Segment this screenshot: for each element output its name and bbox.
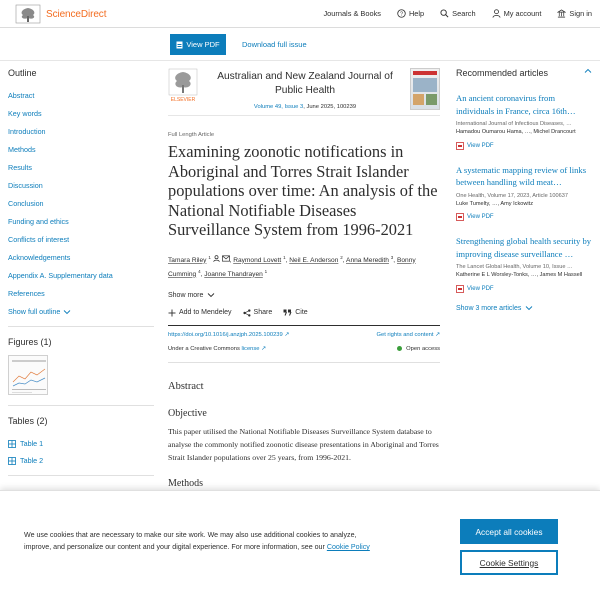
cite-label: Cite: [295, 309, 308, 317]
cookie-message: [24, 529, 384, 553]
author-link[interactable]: Bonny Cumming: [168, 256, 416, 278]
journal-title-link[interactable]: Australian and New Zealand Journal of Public Health: [217, 71, 393, 96]
view-pdf-label: View PDF: [467, 285, 494, 292]
show-more-label: Show more: [168, 291, 204, 299]
open-access-icon: [397, 346, 402, 351]
recommended-view-pdf-link[interactable]: [456, 285, 592, 293]
nav-my-account[interactable]: [492, 9, 542, 18]
cookie-settings-button[interactable]: Cookie Settings: [460, 550, 558, 575]
person-icon: [492, 9, 501, 18]
recommended-authors: Katherine E L Worsley-Tonks, …, James M Hassell: [456, 272, 583, 278]
chevron-down-icon: [525, 305, 533, 311]
pdf-icon: [456, 285, 464, 293]
share-icon: [243, 309, 251, 317]
recommended-meta: The Lancet Global Health, Volume 10, Issue …: [456, 264, 573, 270]
outline-sidebar: [8, 68, 154, 486]
doi-row: [168, 332, 440, 338]
view-pdf-label: View PDF: [467, 214, 494, 220]
recommended-title-link[interactable]: A systematic mapping review of links between handling wild meat…: [456, 164, 587, 187]
author-link[interactable]: Joanne Thandrayen: [204, 270, 263, 278]
doi-link[interactable]: [168, 332, 289, 338]
journal-cover-image[interactable]: [410, 68, 440, 110]
figures-heading: Figures (1): [8, 337, 52, 347]
svg-text:?: ?: [399, 11, 403, 18]
external-link-icon: ↗: [284, 331, 290, 338]
help-circle-icon: [397, 9, 406, 18]
person-icon[interactable]: [213, 255, 220, 262]
license-link-label: license: [241, 345, 260, 352]
doi-text: https://doi.org/10.1016/j.anzjph.2025.100239: [168, 331, 283, 338]
license-text: [168, 346, 266, 352]
accept-all-cookies-button[interactable]: Accept all cookies: [460, 519, 558, 544]
nav-search[interactable]: [440, 9, 475, 18]
get-rights-link[interactable]: [376, 332, 440, 338]
plus-icon: [168, 309, 176, 317]
journal-header: [168, 66, 440, 116]
search-icon: [440, 9, 449, 18]
nav-my-account-label: My account: [503, 9, 542, 18]
table-link-label: Table 1: [20, 439, 44, 448]
cookie-text: We use cookies that are necessary to make our site work. We may also use additional cookies to analyze, improve, and personalize our content and your digital experience. For more information, see our: [24, 531, 357, 551]
author-affiliation-sup: 2: [340, 254, 343, 260]
pdf-icon: [456, 213, 464, 221]
recommended-authors: Luke Tumelty, …, Amy Ickowitz: [456, 200, 533, 207]
table-icon: [8, 457, 16, 465]
author-link[interactable]: Raymond Lovett: [233, 256, 282, 264]
journal-cover-graphic: [411, 69, 439, 109]
share-button[interactable]: [243, 309, 273, 317]
pdf-icon: [456, 142, 464, 150]
author-link[interactable]: Tamara Riley: [168, 256, 207, 264]
chevron-down-icon: [63, 309, 71, 315]
table-link-label: Table 2: [20, 456, 44, 465]
author-affiliation-sup: 1: [283, 254, 286, 260]
pdf-icon: [176, 41, 183, 49]
outline-item-abstract[interactable]: Abstract: [8, 91, 35, 100]
license-prefix: Under a Creative Commons: [168, 345, 240, 352]
elsevier-logo-icon[interactable]: [168, 68, 198, 104]
chevron-up-icon[interactable]: [584, 68, 592, 74]
show-more-articles-label: Show 3 more articles: [456, 304, 522, 312]
view-pdf-button[interactable]: [170, 34, 226, 55]
abstract-heading: Abstract: [168, 380, 204, 392]
svg-text:ELSEVIER: ELSEVIER: [170, 97, 196, 103]
outline-item-conflicts[interactable]: Conflicts of interest: [8, 235, 70, 244]
table-link-1[interactable]: [8, 439, 154, 448]
author-link[interactable]: Anna Meredith: [346, 256, 389, 264]
logo-text: ScienceDirect: [46, 8, 107, 20]
chevron-down-icon: [207, 292, 215, 298]
sidebar-divider: [8, 475, 154, 476]
add-to-mendeley-label: Add to Mendeley: [179, 309, 232, 317]
license-link[interactable]: [241, 346, 266, 352]
top-header: [0, 0, 600, 28]
show-more-authors-button[interactable]: [168, 292, 440, 299]
nav-help[interactable]: [397, 9, 424, 18]
download-full-issue-link[interactable]: Download full issue: [242, 40, 307, 49]
open-access-badge: [397, 346, 440, 352]
recommended-authors: Hamadou Oumarou Hama, …, Michel Drancourt: [456, 129, 576, 135]
author-affiliation-sup: 3: [390, 254, 394, 260]
nav-sign-in[interactable]: [557, 9, 592, 18]
sidebar-divider: [8, 326, 154, 327]
objective-heading: Objective: [168, 407, 207, 419]
author-list: Tamara Riley $^1$ , Raymond Lovett $^1$, Neil E. Anderson $^2$, Anna Meredith $^3$, Bonny Cumming $^4$, Joanne Thandrayen $^1$: [168, 254, 416, 278]
license-row: [168, 346, 440, 352]
outline-heading: Outline: [8, 68, 37, 78]
outline-item-appendix[interactable]: Appendix A. Supplementary data: [8, 271, 113, 280]
section-divider: [168, 362, 440, 363]
outline-item-key-words[interactable]: Key words: [8, 109, 42, 118]
outline-item-references[interactable]: References: [8, 289, 45, 298]
table-icon: [8, 440, 16, 448]
recommended-title-link[interactable]: An ancient coronavirus from individuals in France, circa 16th…: [456, 93, 576, 116]
recommended-title-link[interactable]: Strengthening global health security by improving disease surveillance …: [456, 236, 592, 259]
external-link-icon: ↗: [261, 345, 267, 352]
outline-item-conclusion[interactable]: Conclusion: [8, 199, 44, 208]
envelope-icon[interactable]: [222, 255, 230, 262]
figure-thumbnail[interactable]: [8, 355, 48, 395]
outline-item-acknowledgements[interactable]: Acknowledgements: [8, 253, 71, 262]
author-affiliation-sup: 1: [264, 268, 268, 274]
recommended-item: [456, 92, 592, 150]
methods-heading: Methods: [168, 477, 203, 489]
tables-heading: Tables (2): [8, 416, 48, 426]
quote-icon: [283, 309, 292, 316]
outline-item-funding[interactable]: Funding and ethics: [8, 217, 69, 226]
recommended-meta: International Journal of Infectious Diseases, …: [456, 121, 572, 127]
recommended-heading: Recommended articles: [456, 68, 549, 78]
nav-search-label: Search: [452, 9, 476, 18]
issue-details: , June 2025, 100239: [303, 104, 357, 110]
outline-item-results[interactable]: Results: [8, 163, 32, 172]
recommended-articles: [456, 68, 592, 312]
objective-paragraph: This paper utilised the National Notifiable Diseases Surveillance System database to analyse the commonly notified zoonotic disease presentations in Aboriginal and Torres Strait Islander populations over 25 years, from 1996-2021.: [168, 426, 439, 462]
article-main: [168, 66, 440, 489]
institution-icon: [557, 9, 566, 18]
figure-thumbnail-graphic: [9, 356, 48, 395]
sciencedirect-logo[interactable]: [14, 3, 106, 25]
show-more-articles-button[interactable]: [456, 305, 592, 312]
view-pdf-label: View PDF: [186, 40, 220, 49]
share-label: Share: [253, 309, 273, 317]
article-actions: [168, 309, 440, 326]
outline-item-methods[interactable]: Methods: [8, 145, 36, 154]
article-toolbar: [0, 28, 600, 61]
show-full-outline-label: Show full outline: [8, 307, 61, 316]
article-type: Full Length Article: [168, 132, 215, 138]
recommended-view-pdf-link[interactable]: [456, 142, 592, 150]
show-full-outline-link[interactable]: [8, 307, 154, 316]
nav-journals-books[interactable]: [323, 9, 381, 18]
outline-item-discussion[interactable]: Discussion: [8, 181, 43, 190]
add-to-mendeley-button[interactable]: [168, 309, 232, 317]
author-affiliation-sup: 4: [198, 268, 201, 274]
recommended-view-pdf-link[interactable]: [456, 213, 592, 221]
sidebar-divider: [8, 405, 154, 406]
recommended-header: [456, 68, 592, 78]
external-link-icon: ↗: [435, 331, 440, 338]
journal-issue: [202, 104, 408, 110]
nav-sign-in-label: Sign in: [569, 9, 592, 18]
elsevier-tree-icon: [14, 3, 42, 25]
open-access-label: Open access: [406, 345, 440, 352]
header-nav: [307, 9, 592, 18]
cite-button[interactable]: [283, 309, 307, 317]
author-affiliation-sup: 1: [208, 254, 211, 260]
nav-journals-label: Journals & Books: [323, 9, 381, 18]
table-link-2[interactable]: [8, 456, 154, 465]
recommended-meta: One Health, Volume 17, 2023, Article 100637: [456, 192, 568, 199]
view-pdf-label: View PDF: [467, 142, 494, 149]
recommended-item: [456, 164, 592, 222]
get-rights-label: Get rights and content: [376, 331, 434, 338]
author-link[interactable]: Neil E. Anderson: [289, 256, 339, 264]
outline-item-introduction[interactable]: Introduction: [8, 127, 46, 136]
issue-link[interactable]: Volume 49, Issue 3: [253, 104, 304, 110]
recommended-item: [456, 235, 592, 293]
cookie-policy-link[interactable]: Cookie Policy: [326, 543, 370, 551]
article-title: Examining zoonotic notifications in Aboriginal and Torres Strait Islander populations over time: An analysis of the National Notifiable Diseases Surveillance System from 1996-2021: [168, 142, 438, 239]
cookie-banner: [0, 490, 600, 600]
nav-help-label: Help: [408, 9, 425, 18]
